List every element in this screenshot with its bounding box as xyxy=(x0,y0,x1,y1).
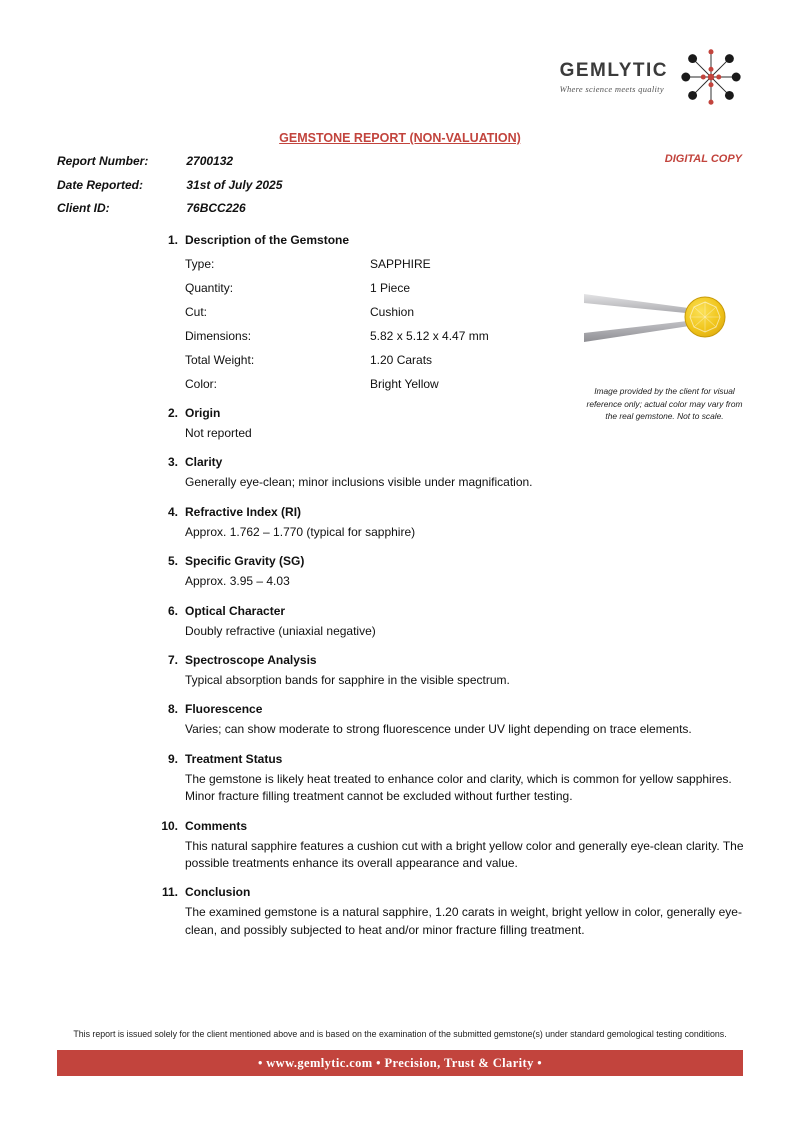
logo-text xyxy=(560,60,668,94)
meta-report-number xyxy=(57,150,282,174)
spec-value: 1.20 Carats xyxy=(370,353,433,367)
section-refractive-index xyxy=(152,505,745,541)
section-heading: Specific Gravity (SG) xyxy=(185,554,305,569)
spec-value: 5.82 x 5.12 x 4.47 mm xyxy=(370,329,489,343)
spec-label: Dimensions: xyxy=(185,329,252,343)
spec-label: Total Weight: xyxy=(185,353,255,367)
section-fluorescence xyxy=(152,702,745,738)
gem-photo-caption: Image provided by the client for visual reference only; actual color may vary from the real gemstone. Not to scale. xyxy=(586,386,743,422)
meta-label: Client ID: xyxy=(57,201,110,215)
spec-row-type xyxy=(185,252,745,276)
section-conclusion xyxy=(152,885,745,939)
section-number: 4. xyxy=(167,504,178,519)
section-body-text: Not reported xyxy=(185,426,252,440)
spec-label: Type: xyxy=(185,257,215,271)
section-specific-gravity xyxy=(152,554,745,590)
section-body-text: The examined gemstone is a natural sapphire, 1.20 carats in weight, bright yellow in color, generally eye-clean, and possibly subjected to heat and/or minor fracture filling treatment. xyxy=(185,905,742,937)
section-number: 10. xyxy=(161,818,178,833)
meta-value: 76BCC226 xyxy=(186,201,246,215)
section-body-text: Generally eye-clean; minor inclusions visible under magnification. xyxy=(185,475,533,490)
gem-photo xyxy=(584,276,744,364)
meta-value: 2700132 xyxy=(186,154,234,168)
spec-value: SAPPHIRE xyxy=(370,257,431,271)
section-heading: Origin xyxy=(185,406,221,420)
meta-label: Date Reported: xyxy=(57,177,144,192)
gemlytic-logo-icon xyxy=(680,46,742,108)
section-number: 1. xyxy=(167,233,178,247)
section-body-text: Approx. 3.95 – 4.03 xyxy=(185,574,290,589)
spec-label: Color: xyxy=(185,377,218,391)
brand-tagline: Where science meets quality xyxy=(559,84,664,94)
section-heading: Optical Character xyxy=(185,603,286,618)
section-spectroscope-analysis xyxy=(152,653,745,689)
section-number: 9. xyxy=(167,751,178,766)
section-body-text: The gemstone is likely heat treated to enhance color and clarity, which is common for yellow sapphires. Minor fracture filling treatment cannot be excluded without further testing. xyxy=(185,771,732,804)
section-body-text: Typical absorption bands for sapphire in the visible spectrum. xyxy=(185,672,510,687)
logo-area xyxy=(560,46,742,108)
gem-photo-figure xyxy=(584,276,745,423)
section-number: 3. xyxy=(167,455,178,470)
section-number: 6. xyxy=(167,603,178,618)
section-heading: Clarity xyxy=(185,455,223,470)
section-number: 8. xyxy=(167,702,178,717)
section-number: 2. xyxy=(167,406,178,420)
spec-value: Cushion xyxy=(370,305,415,319)
section-heading: Description of the Gemstone xyxy=(185,233,350,247)
section-clarity xyxy=(152,455,745,491)
meta-value: 31st of July 2025 xyxy=(186,177,283,192)
digital-copy-badge: DIGITAL COPY xyxy=(664,153,742,165)
section-heading: Fluorescence xyxy=(185,702,263,717)
section-heading: Spectroscope Analysis xyxy=(185,652,317,667)
spec-label: Cut: xyxy=(185,305,208,319)
section-number: 7. xyxy=(167,652,178,667)
section-body-text: Varies; can show moderate to strong fluorescence under UV light depending on trace elements. xyxy=(185,722,692,737)
section-body-text: Approx. 1.762 – 1.770 (typical for sapphire) xyxy=(185,524,416,539)
footer-disclaimer: This report is issued solely for the client mentioned above and is based on the examination of the submitted gemstone(s) under standard gemological testing conditions. xyxy=(73,1029,727,1039)
section-body-text: This natural sapphire features a cushion cut with a bright yellow color and generally eye-clean clarity. The possible treatments enhance its overall appearance and value. xyxy=(185,838,744,870)
footer-banner: • www.gemlytic.com • Precision, Trust & Clarity • xyxy=(57,1050,743,1076)
spec-label: Quantity: xyxy=(185,281,234,295)
section-treatment-status xyxy=(152,752,745,806)
page-title: GEMSTONE REPORT (NON-VALUATION) xyxy=(279,131,521,145)
section-heading: Refractive Index (RI) xyxy=(185,504,302,519)
section-heading: Treatment Status xyxy=(185,751,283,766)
section-heading: Comments xyxy=(185,818,248,833)
section-comments xyxy=(152,819,745,873)
section-number: 11. xyxy=(161,885,178,900)
report-meta xyxy=(57,150,282,221)
meta-client-id xyxy=(57,197,282,221)
meta-date-reported xyxy=(57,174,282,198)
spec-value: Bright Yellow xyxy=(370,377,439,391)
meta-label: Report Number: xyxy=(57,154,149,168)
section-optical-character xyxy=(152,604,745,640)
section-number: 5. xyxy=(167,554,178,569)
spec-value: 1 Piece xyxy=(370,281,411,295)
section-heading: Conclusion xyxy=(185,885,251,900)
section-body-text: Doubly refractive (uniaxial negative) xyxy=(185,623,376,638)
brand-name: GEMLYTIC xyxy=(559,60,668,81)
